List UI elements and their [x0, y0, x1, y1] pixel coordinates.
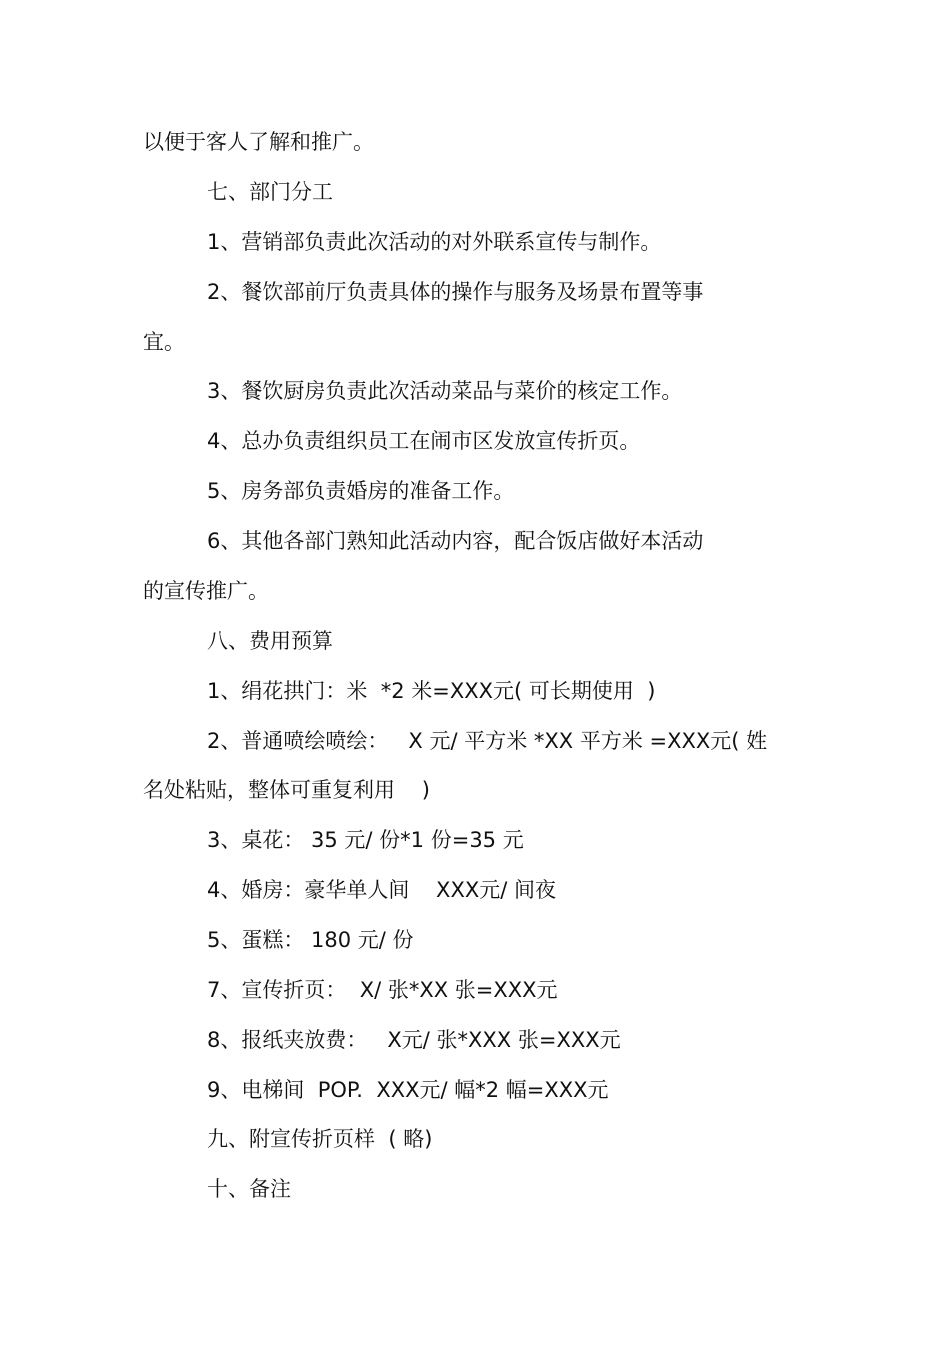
text-line: 名处粘贴，整体可重复利用 )	[143, 778, 430, 802]
text-line: 以便于客人了解和推广。	[143, 130, 374, 154]
text-line: 6、其他各部门熟知此活动内容，配合饭店做好本活动	[207, 529, 704, 553]
section-heading: 十、备注	[207, 1177, 291, 1201]
section-heading: 八、费用预算	[207, 629, 333, 653]
text-line: 7、宣传折页： X/ 张*XX 张=XXX元	[207, 978, 558, 1002]
text-line: 5、房务部负责婚房的准备工作。	[207, 479, 515, 503]
text-line: 3、餐饮厨房负责此次活动菜品与菜价的核定工作。	[207, 379, 683, 403]
text-line: 的宣传推广。	[143, 579, 269, 603]
section-heading: 九、附宣传折页样 ( 略)	[207, 1127, 433, 1151]
section-heading: 七、部门分工	[207, 180, 333, 204]
text-line: 2、普通喷绘喷绘： X 元/ 平方米 *XX 平方米 =XXX元( 姓	[207, 729, 768, 753]
text-line: 2、餐饮部前厅负责具体的操作与服务及场景布置等事	[207, 280, 704, 304]
text-line: 1、营销部负责此次活动的对外联系宣传与制作。	[207, 230, 662, 254]
text-line: 宜。	[143, 330, 185, 354]
text-line: 8、报纸夹放费： X元/ 张*XXX 张=XXX元	[207, 1028, 621, 1052]
text-line: 3、桌花： 35 元/ 份*1 份=35 元	[207, 828, 524, 852]
text-line: 5、蛋糕： 180 元/ 份	[207, 928, 414, 952]
text-line: 4、婚房：豪华单人间 XXX元/ 间夜	[207, 878, 556, 902]
text-line: 9、电梯间 POP. XXX元/ 幅*2 幅=XXX元	[207, 1078, 609, 1102]
text-line: 4、总办负责组织员工在闹市区发放宣传折页。	[207, 429, 641, 453]
text-line: 1、绢花拱门：米 *2 米=XXX元( 可长期使用 )	[207, 679, 656, 703]
